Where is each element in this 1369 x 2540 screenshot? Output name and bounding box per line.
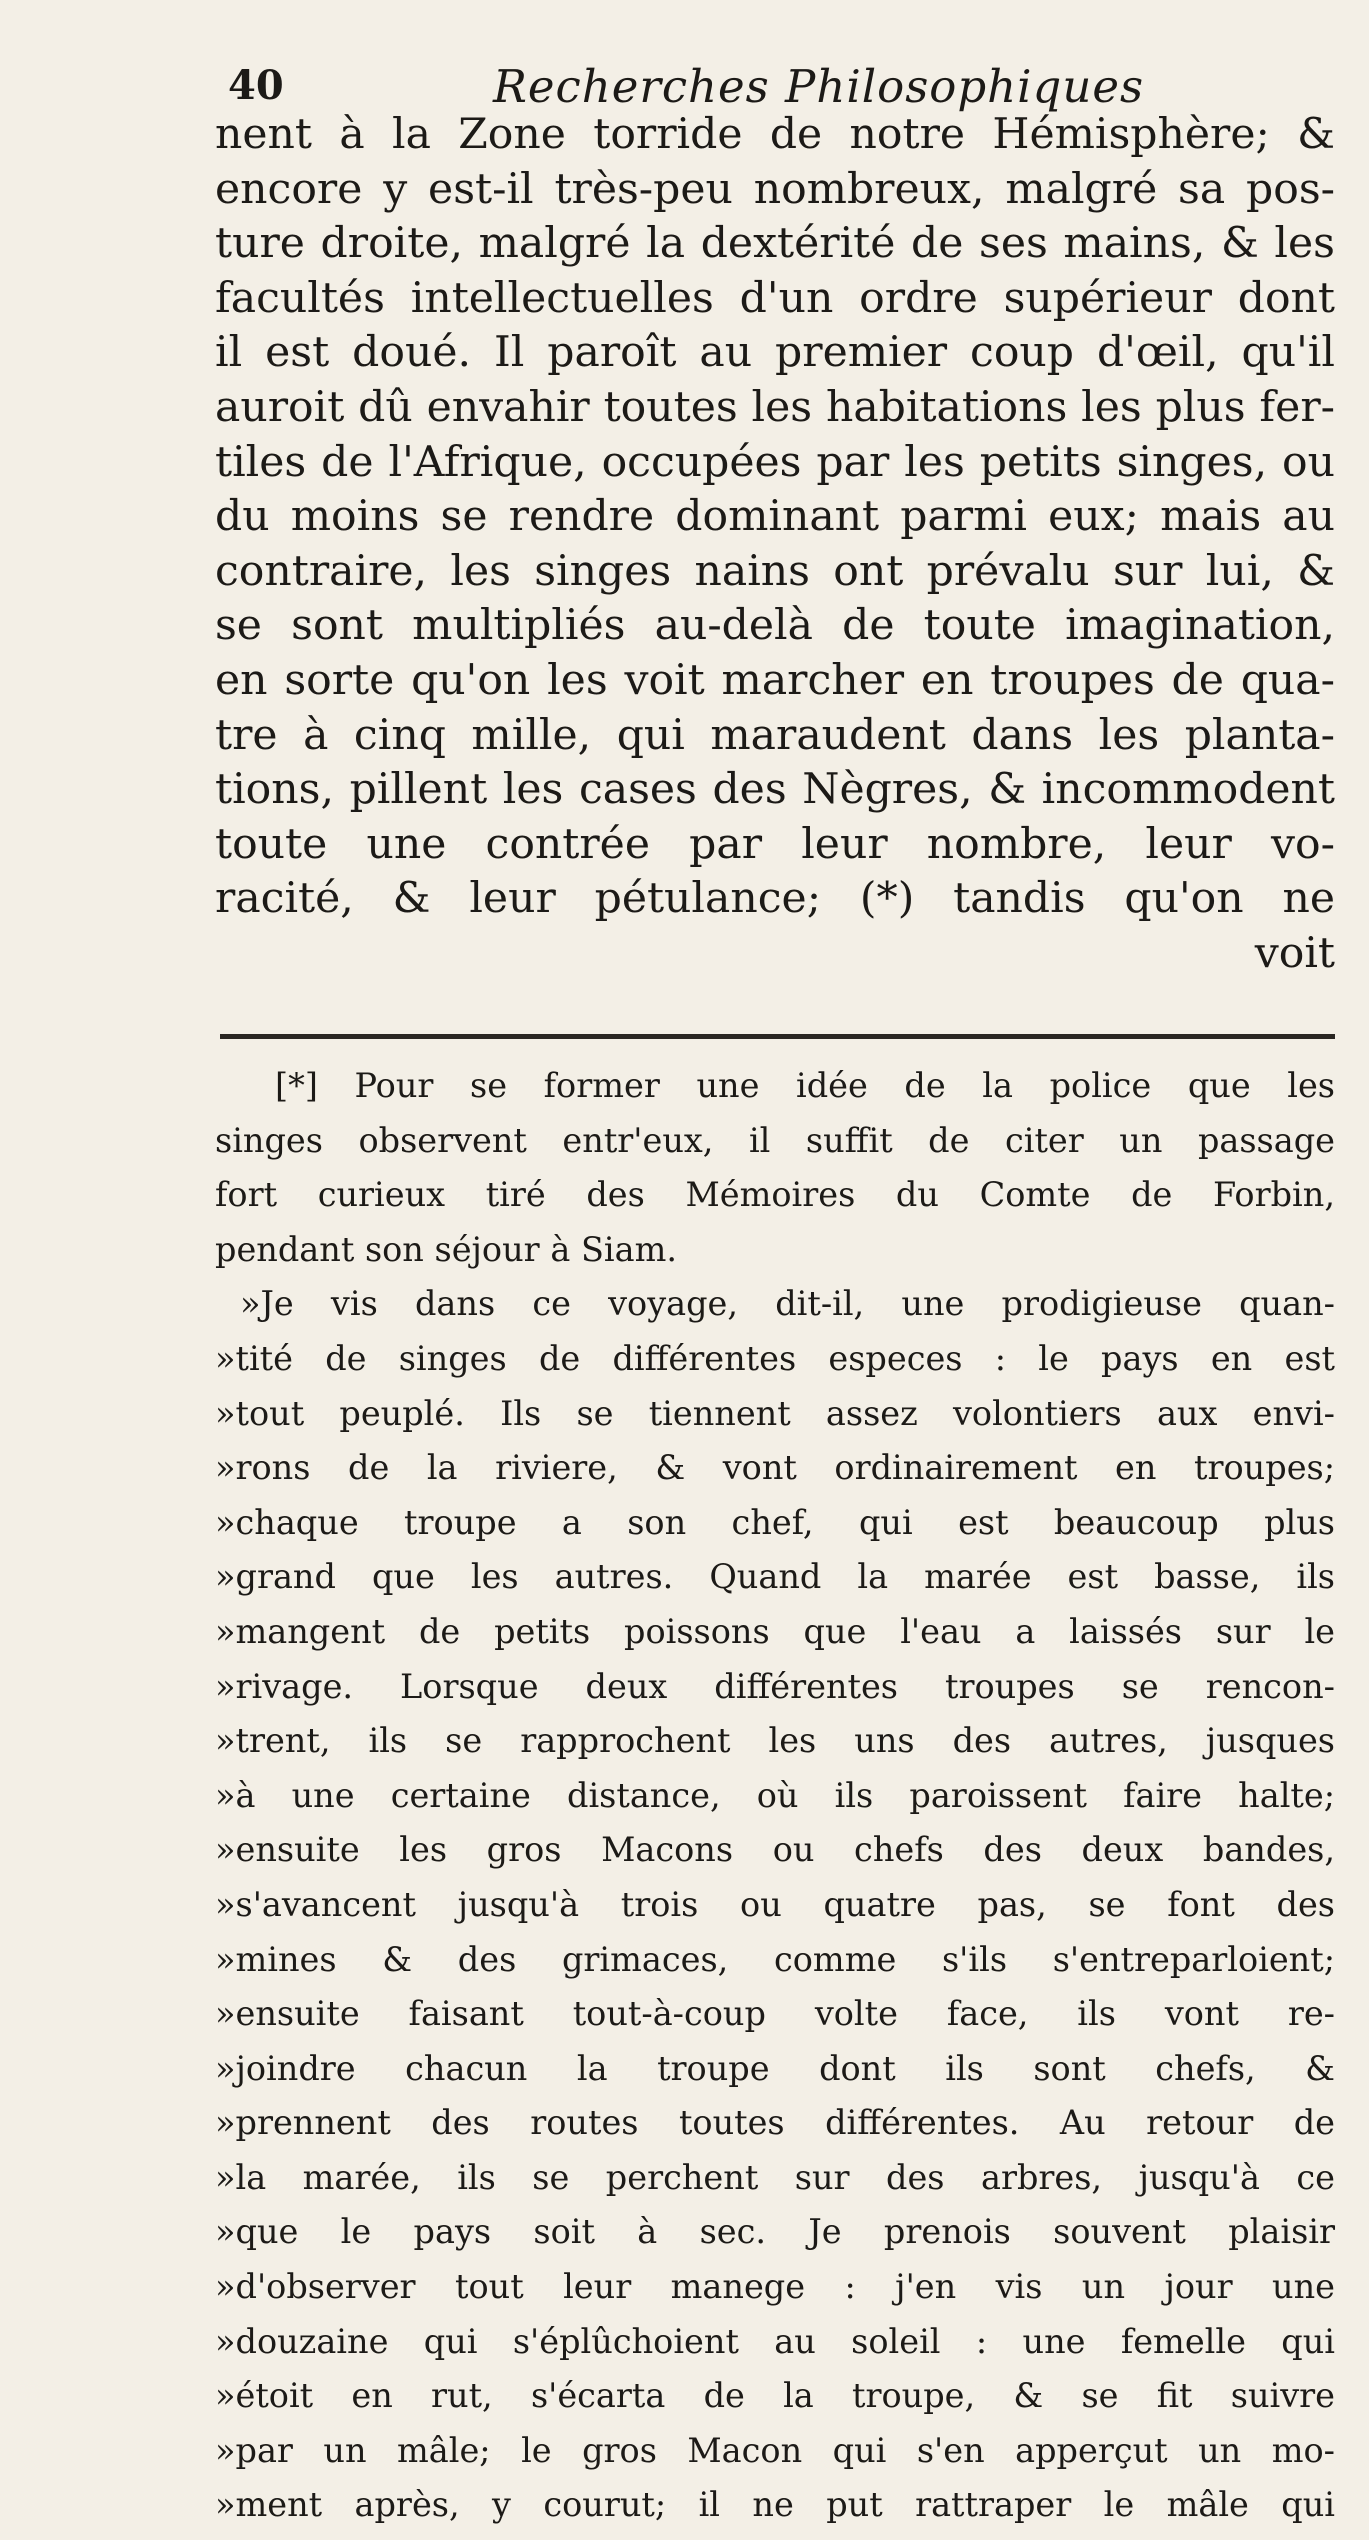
footnote-divider xyxy=(220,1034,1335,1039)
quote-line: »douzaine qui s'éplûchoient au soleil : une femelle qui xyxy=(215,2321,1335,2361)
quote-line: »tité de singes de différentes especes : le pays en est xyxy=(215,1338,1335,1378)
quote-line: »par un mâle; le gros Macon qui s'en apperçut un mo- xyxy=(215,2430,1335,2470)
quote-line: »étoit en rut, s'écarta de la troupe, & se fit suivre xyxy=(215,2376,1335,2416)
footnote-line: fort curieux tiré des Mémoires du Comte de Forbin, xyxy=(215,1175,1335,1215)
text-line: ture droite, malgré la dextérité de ses mains, & les xyxy=(215,219,1335,269)
text-line: se sont multipliés au-delà de toute imagination, xyxy=(215,601,1335,651)
text-line: facultés intellectuelles d'un ordre supérieur dont xyxy=(215,273,1335,323)
quote-line: »rivage. Lorsque deux différentes troupes se rencon- xyxy=(215,1666,1335,1706)
quote-line: »ensuite faisant tout-à-coup volte face, ils vont re- xyxy=(215,1994,1335,2034)
running-title: Recherches Philosophiques xyxy=(493,60,1145,113)
text-line: nent à la Zone torride de notre Hémisphère; & xyxy=(215,110,1335,159)
quote-line: »ensuite les gros Macons ou chefs des deux bandes, xyxy=(215,1830,1335,1870)
quote-line: »ment après, y courut; il ne put rattraper le mâle qui xyxy=(215,2485,1335,2525)
quote-line: »à une certaine distance, où ils paroissent faire halte; xyxy=(215,1775,1335,1815)
quote-line: »trent, ils se rapprochent les uns des autres, jusques xyxy=(215,1721,1335,1761)
quote-line: »mangent de petits poissons que l'eau a laissés sur le xyxy=(215,1611,1335,1651)
text-line: tiles de l'Afrique, occupées par les petits singes, ou xyxy=(215,437,1335,487)
text-line: toute une contrée par leur nombre, leur vo- xyxy=(215,819,1335,869)
footnote xyxy=(215,1066,1335,2540)
quote-line: »que le pays soit à sec. Je prenois souvent plaisir xyxy=(215,2212,1335,2252)
text-line: contraire, les singes nains ont prévalu sur lui, & xyxy=(215,546,1335,596)
main-text xyxy=(215,108,1335,982)
quote-line: »rons de la riviere, & vont ordinairement en troupes; xyxy=(215,1448,1335,1488)
quote-line: »s'avancent jusqu'à trois ou quatre pas, se font des xyxy=(215,1884,1335,1924)
text-line: tions, pillent les cases des Nègres, & incommodent xyxy=(215,765,1335,815)
text-line: en sorte qu'on les voit marcher en troupes de qua- xyxy=(215,655,1335,705)
quote-line: »tout peuplé. Ils se tiennent assez volontiers aux envi- xyxy=(215,1393,1335,1433)
footnote-line: singes observent entr'eux, il suffit de citer un passage xyxy=(215,1120,1335,1160)
footnote-line: pendant son séjour à Siam. xyxy=(215,1229,678,1269)
text-line: racité, & leur pétulance; (*) tandis qu'on ne xyxy=(215,874,1335,924)
quote-line: »mines & des grimaces, comme s'ils s'entreparloient; xyxy=(215,1939,1335,1979)
quote-line: »Je vis dans ce voyage, dit-il, une prodigieuse quan- xyxy=(240,1284,1335,1324)
footnote-line: [*] Pour se former une idée de la police que les xyxy=(275,1066,1335,1105)
quote-line: »joindre chacun la troupe dont ils sont chefs, & xyxy=(215,2048,1335,2088)
page-number: 40 xyxy=(228,62,284,109)
text-line: tre à cinq mille, qui maraudent dans les planta- xyxy=(215,710,1335,760)
text-line: auroit dû envahir toutes les habitations les plus fer- xyxy=(215,382,1335,432)
quote-line: »chaque troupe a son chef, qui est beaucoup plus xyxy=(215,1502,1335,1542)
text-line: encore y est-il très-peu nombreux, malgré sa pos- xyxy=(215,164,1335,214)
catchword: voit xyxy=(1254,928,1335,978)
quote-line: »prennent des routes toutes différentes. Au retour de xyxy=(215,2103,1335,2143)
text-line: du moins se rendre dominant parmi eux; mais au xyxy=(215,492,1335,542)
quote-line: »la marée, ils se perchent sur des arbres, jusqu'à ce xyxy=(215,2157,1335,2197)
text-line: il est doué. Il paroît au premier coup d'œil, qu'il xyxy=(215,328,1335,378)
quote-line: »grand que les autres. Quand la marée est basse, ils xyxy=(215,1557,1335,1597)
quote-line: »d'observer tout leur manege : j'en vis un jour une xyxy=(215,2267,1335,2307)
